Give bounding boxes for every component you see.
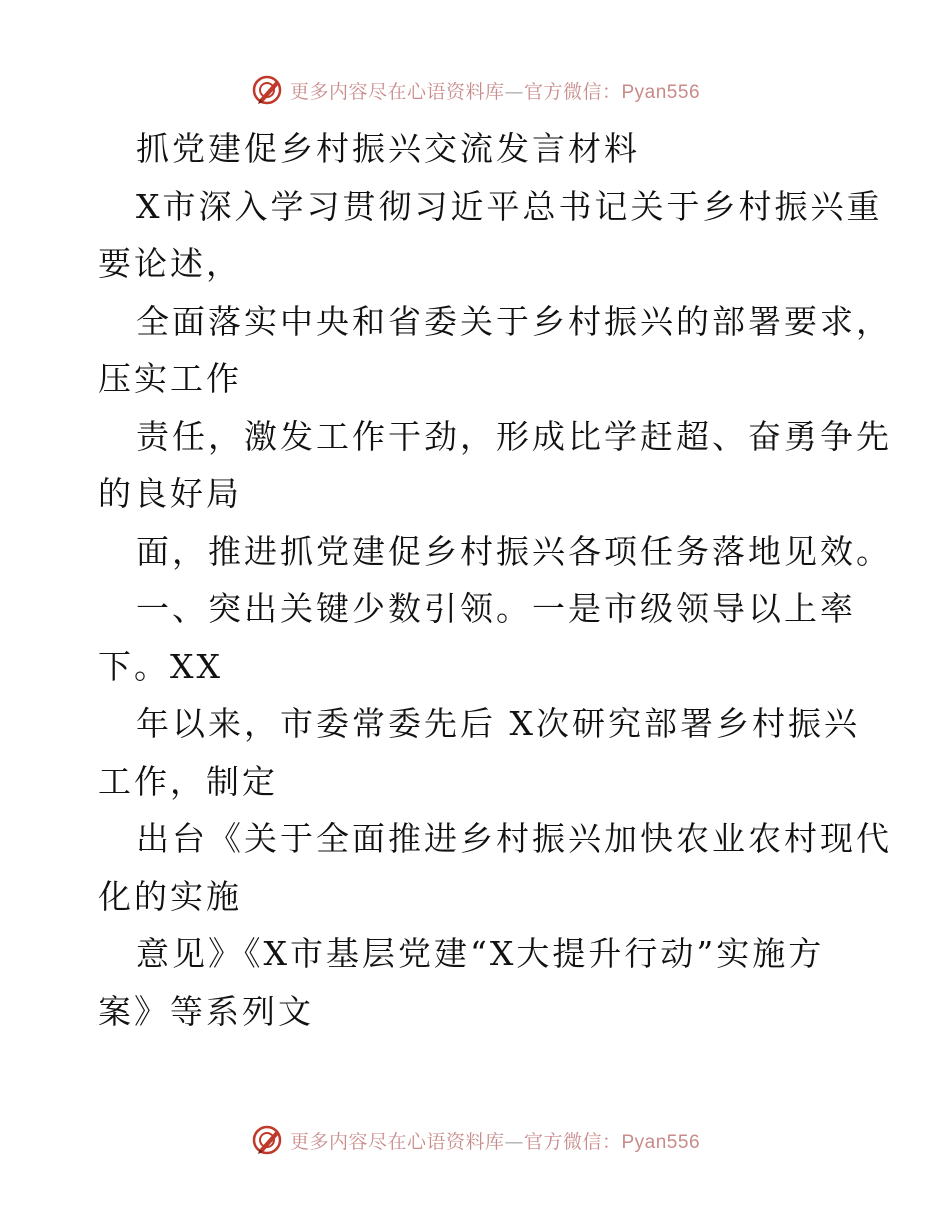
paragraph-line: 出台《关于全面推进乡村振兴加快农业农村现代 [136,819,892,858]
paragraph-line: 全面落实中央和省委关于乡村振兴的部署要求， [136,301,892,341]
paragraph-line: 下。XX [98,646,223,686]
paragraph-line: 面，推进抓党建促乡村振兴各项任务落地见效。 [136,531,892,571]
paragraph-line: 化的实施 [98,876,242,916]
section-heading-line: 一、突出关键少数引领。一是市级领导以上率 [136,589,856,628]
watermark-sub: 官方微信： [523,80,622,103]
watermark-main: 更多内容尽在心语资料库 [289,1130,505,1153]
watermark-id: Pyan556 [621,1131,701,1153]
watermark-dash: — [504,80,524,103]
watermark-sub: 官方微信： [523,1130,622,1153]
watermark-main: 更多内容尽在心语资料库 [289,80,505,103]
document-title: 抓党建促乡村振兴交流发言材料 [136,129,640,168]
document-body [98,120,892,1040]
paragraph-line: 责任，激发工作干劲，形成比学赶超、奋勇争先 [136,416,892,456]
watermark-id: Pyan556 [621,81,701,103]
paragraph-line: 压实工作 [98,359,242,398]
watermark-banner-top [0,70,950,110]
watermark-dash: — [504,1130,524,1153]
watermark-banner-bottom [0,1120,950,1160]
paragraph-line: X市深入学习贯彻习近平总书记关于乡村振兴重 [136,186,883,226]
paragraph-line: 年以来，市委常委先后 X次研究部署乡村振兴 [136,704,860,743]
paragraph-line: 案》等系列文 [98,991,314,1031]
paragraph-line: 的良好局 [98,474,242,513]
paragraph-line: 工作，制定 [98,761,278,801]
paragraph-line: 要论述， [98,244,242,283]
pen-logo-icon [250,73,284,107]
pen-logo-icon [250,1123,284,1157]
watermark-text [290,77,700,104]
paragraph-line: 意见》《X市基层党建“X大提升行动”实施方 [136,934,825,973]
watermark-text [290,1127,700,1154]
